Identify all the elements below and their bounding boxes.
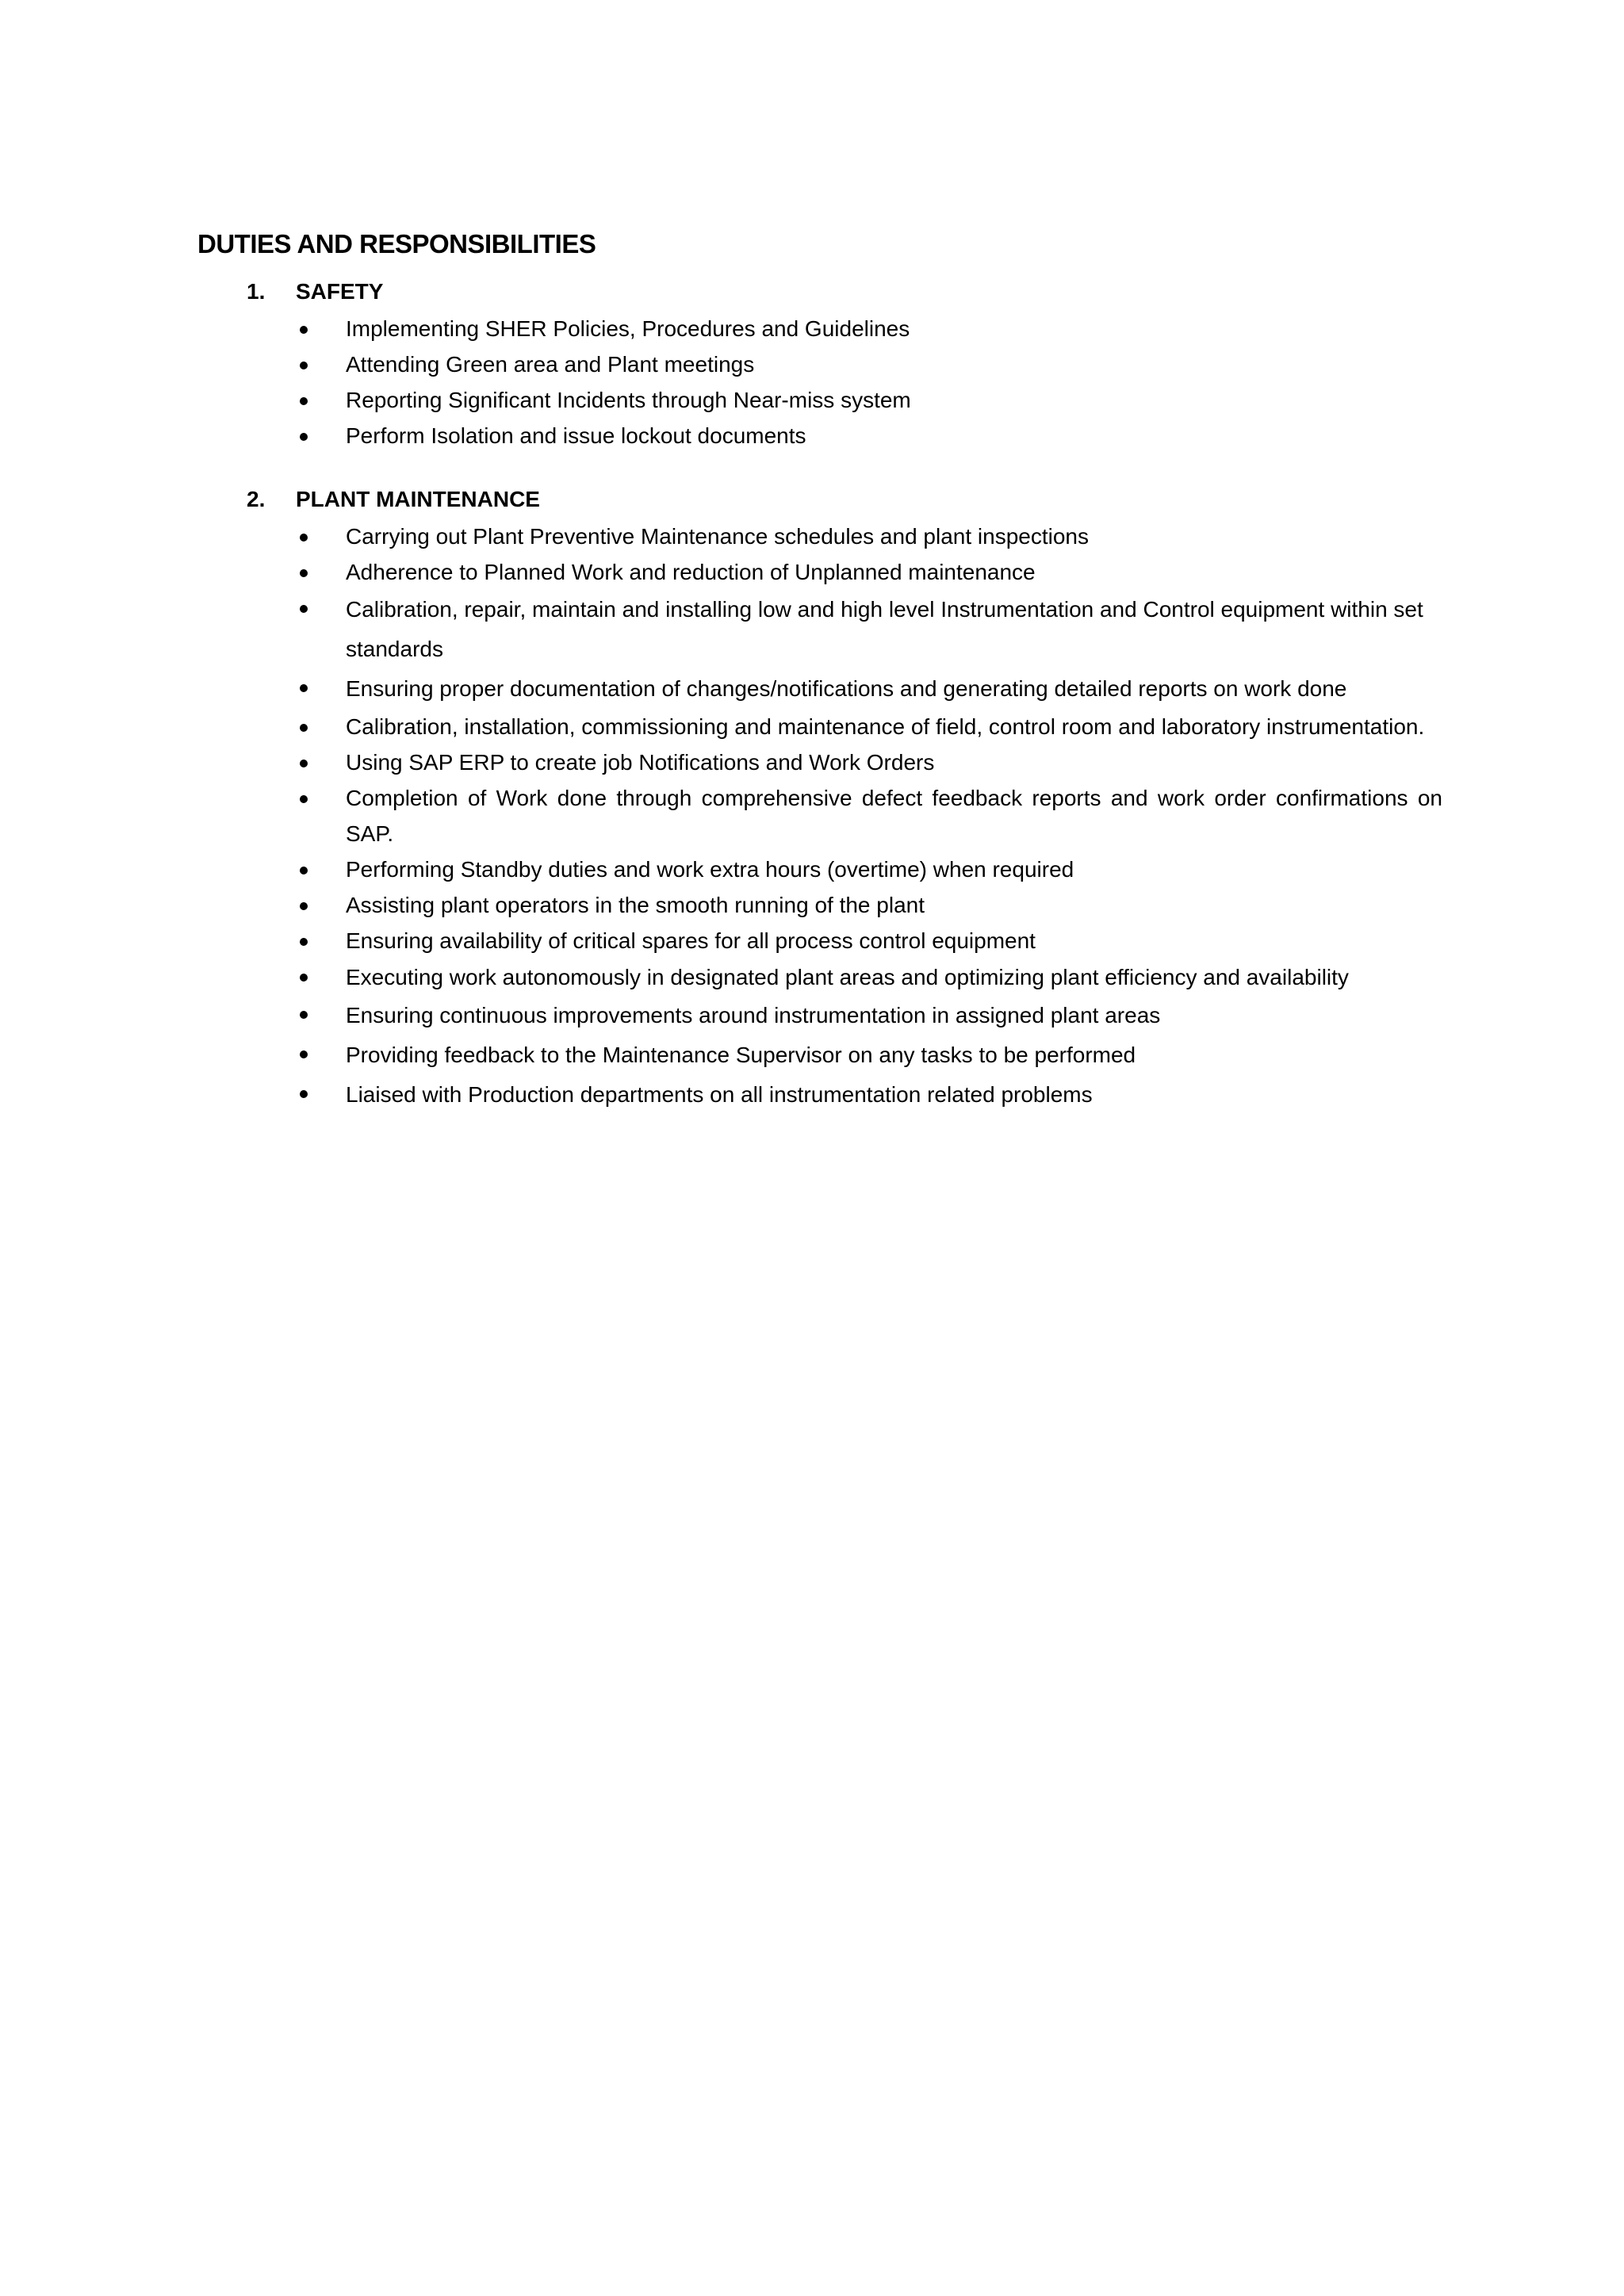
list-item xyxy=(197,1035,1442,1075)
list-item-text: Providing feedback to the Maintenance Supervisor on any tasks to be performed xyxy=(346,1043,1136,1067)
list-item-text: Completion of Work done through comprehensive defect feedback reports and work order confirmations on SAP. xyxy=(346,786,1442,846)
list-item-text: Carrying out Plant Preventive Maintenance schedules and plant inspections xyxy=(346,524,1090,549)
list-item xyxy=(197,311,1442,346)
list-item xyxy=(197,382,1442,418)
section-title: PLANT MAINTENANCE xyxy=(296,487,540,511)
list-item xyxy=(197,709,1442,744)
list-item xyxy=(197,780,1442,851)
bullet-icon xyxy=(300,326,308,334)
list-item-text: Implementing SHER Policies, Procedures and Guidelines xyxy=(346,316,910,341)
list-item-text: Ensuring proper documentation of changes/notifications and generating detailed reports on work done xyxy=(346,676,1347,701)
bullet-icon xyxy=(300,760,308,767)
list-item xyxy=(197,346,1442,382)
list-item xyxy=(197,996,1442,1035)
list-item-text: Liaised with Production departments on all instrumentation related problems xyxy=(346,1082,1093,1107)
list-item-text: Calibration, installation, commissioning and maintenance of field, control room and laboratory instrumentation. xyxy=(346,714,1425,739)
list-item-text: Assisting plant operators in the smooth running of the plant xyxy=(346,893,925,917)
list-item xyxy=(197,744,1442,780)
section-heading xyxy=(197,487,1442,519)
list-item xyxy=(197,1075,1442,1115)
bullet-icon xyxy=(300,362,308,369)
list-item-text: Ensuring continuous improvements around instrumentation in assigned plant areas xyxy=(346,1003,1161,1027)
list-item-text: Performing Standby duties and work extra hours (overtime) when required xyxy=(346,857,1074,882)
list-item xyxy=(197,669,1442,709)
section-heading xyxy=(197,279,1442,311)
bullet-icon xyxy=(300,1050,308,1058)
bullet-icon xyxy=(300,938,308,946)
list-item-text: Calibration, repair, maintain and installing low and high level Instrumentation and Control equipment within set standards xyxy=(346,597,1423,661)
section-title: SAFETY xyxy=(296,279,384,304)
bullet-icon xyxy=(300,724,308,732)
list-item xyxy=(197,519,1442,554)
section-plant-maintenance xyxy=(197,487,1442,1115)
section-number: 2. xyxy=(247,487,266,511)
list-item xyxy=(197,887,1442,923)
bullet-icon xyxy=(300,902,308,910)
list-item xyxy=(197,418,1442,453)
safety-list xyxy=(197,311,1442,453)
section-safety xyxy=(197,279,1442,453)
bullet-icon xyxy=(300,1011,308,1019)
list-item xyxy=(197,554,1442,590)
list-item-text: Using SAP ERP to create job Notifications and Work Orders xyxy=(346,750,935,775)
bullet-icon xyxy=(300,684,308,692)
list-item-text: Ensuring availability of critical spares for all process control equipment xyxy=(346,928,1036,953)
list-item-text: Perform Isolation and issue lockout documents xyxy=(346,423,806,448)
bullet-icon xyxy=(300,795,308,803)
page-title: DUTIES AND RESPONSIBILITIES xyxy=(197,229,596,258)
bullet-icon xyxy=(300,867,308,874)
list-item-text: Adherence to Planned Work and reduction of Unplanned maintenance xyxy=(346,560,1036,584)
plant-maintenance-list xyxy=(197,519,1442,1115)
bullet-icon xyxy=(300,974,308,982)
bullet-icon xyxy=(300,1090,308,1098)
list-item-text: Executing work autonomously in designated plant areas and optimizing plant efficiency and availability xyxy=(346,965,1349,989)
list-item xyxy=(197,590,1442,669)
list-item xyxy=(197,959,1442,996)
section-number: 1. xyxy=(247,279,266,304)
bullet-icon xyxy=(300,569,308,577)
bullet-icon xyxy=(300,433,308,441)
list-item-text: Reporting Significant Incidents through Near-miss system xyxy=(346,388,911,412)
list-item xyxy=(197,851,1442,887)
bullet-icon xyxy=(300,397,308,405)
list-item xyxy=(197,923,1442,959)
bullet-icon xyxy=(300,534,308,541)
bullet-icon xyxy=(300,605,308,613)
list-item-text: Attending Green area and Plant meetings xyxy=(346,352,755,377)
